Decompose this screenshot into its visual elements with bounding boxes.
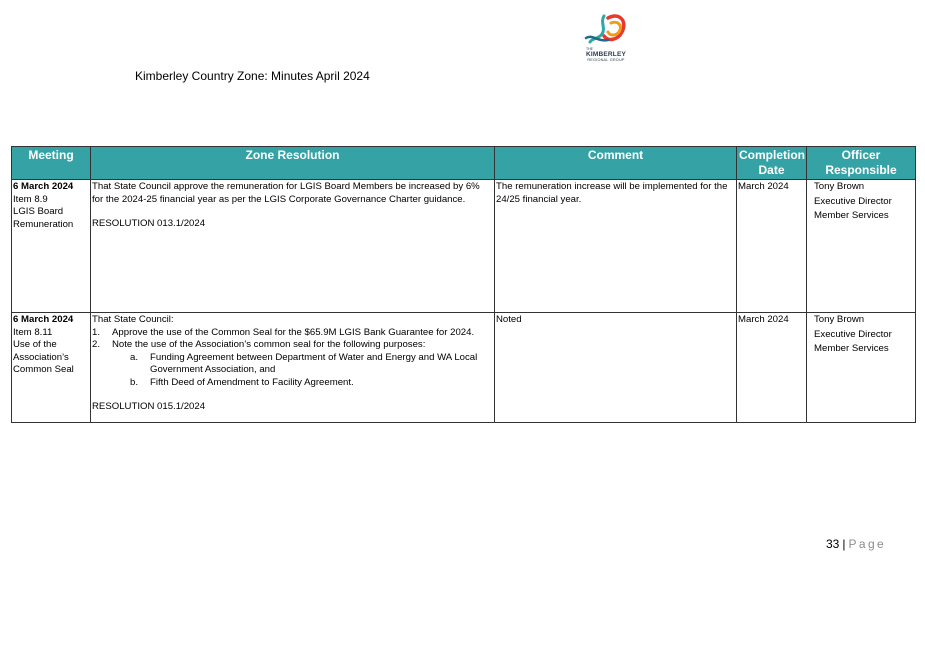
officer-role: Executive Director [814,195,892,207]
logo-the: THE [586,47,593,51]
resolution-number: RESOLUTION 013.1/2024 [92,218,206,229]
resolution-item-number: 1. [92,326,101,338]
completion-date: March 2024 [738,181,789,192]
resolution-subitem-letter: a. [130,351,139,363]
meeting-cell [12,313,91,423]
meeting-item: Item 8.11 [13,326,53,338]
resolution-cell [91,313,495,423]
officer-role: Executive Director [814,328,892,340]
resolution-cell [91,180,495,313]
comment-cell [495,313,737,423]
completion-cell [737,180,807,313]
resolution-item-text: Note the use of the Association’s common seal for the following purposes: [112,339,426,350]
resolution-subitem-text: Fifth Deed of Amendment to Facility Agreement. [150,376,354,388]
comment-text: The remuneration increase will be implemented for the 24/25 financial year. [496,181,728,205]
page-number: 33 [826,537,840,551]
officer-department: Member Services [814,210,889,221]
table-header-row [12,147,916,180]
resolution-number: RESOLUTION 015.1/2024 [92,401,206,412]
resolution-subitem [92,377,493,390]
table-row [12,313,916,423]
header-officer-responsible: Officer Responsible [807,147,916,180]
resolution-subitem-letter: b. [130,376,139,388]
meeting-cell [12,180,91,313]
header-comment: Comment [495,147,737,180]
logo-name: KIMBERLEY [585,51,627,58]
resolution-item [92,339,493,352]
page-label: Page [848,537,887,551]
page-separator: | [842,537,846,551]
kimberley-logo [578,12,634,66]
resolution-text: That State Council approve the remuneration for LGIS Board Members be increased by 6% for the 2024-25 financial year as per the LGIS Corporate Governance Charter guidance. [92,181,480,205]
meeting-item: Item 8.9 [13,193,48,205]
completion-cell [737,313,807,423]
page-footer [826,537,886,551]
kimberley-logo-mark-icon [578,12,634,48]
officer-cell [807,180,916,313]
officer-name: Tony Brown [814,314,865,325]
document-title: Kimberley Country Zone: Minutes April 2024 [135,69,370,83]
officer-name: Tony Brown [814,181,865,192]
header-zone-resolution: Zone Resolution [91,147,495,180]
table-row [12,180,916,313]
resolution-subitem-text: Funding Agreement between Department of Water and Energy and WA Local Government Association, and [150,351,478,375]
resolution-item-number: 2. [92,339,101,350]
comment-text: Noted [496,314,522,325]
officer-cell [807,313,916,423]
meeting-date: 6 March 2024 [13,181,74,192]
resolution-subitem [92,352,493,377]
resolution-item [92,327,493,340]
resolution-item-text: Approve the use of the Common Seal for the $65.9M LGIS Bank Guarantee for 2024. [112,326,475,338]
completion-date: March 2024 [738,314,789,325]
officer-department: Member Services [814,343,889,354]
meeting-subject: Use of the Association’s Common Seal [13,339,74,375]
comment-cell [495,180,737,313]
minutes-table [11,146,916,423]
header-completion-date: Completion Date [737,147,807,180]
resolution-intro: That State Council: [92,314,174,325]
meeting-date: 6 March 2024 [13,314,74,325]
meeting-subject: LGIS Board Remuneration [13,206,74,230]
header-meeting: Meeting [12,147,91,180]
logo-subtitle: REGIONAL GROUP [587,58,625,62]
